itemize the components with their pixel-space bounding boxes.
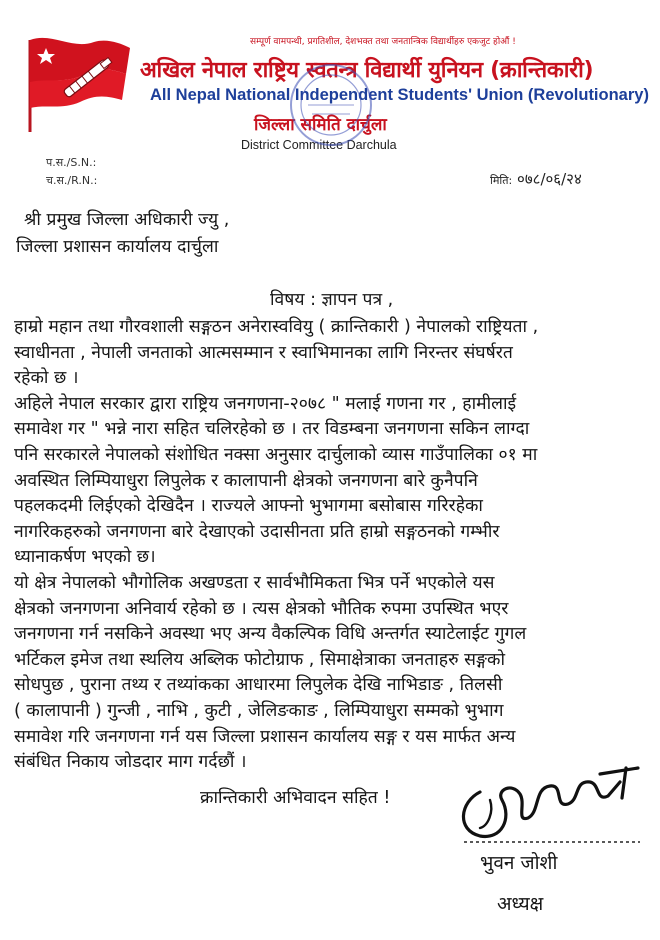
body-line: पनि सरकारले नेपालको संशोधित नक्सा अनुसार दार्चुलाको व्यास गाउँपालिका ०१ मा (14, 444, 538, 465)
letter-body (14, 315, 660, 776)
party-flag-icon (22, 34, 132, 134)
body-line: जनगणना गर्न नसकिने अवस्था भए अन्य वैकल्पिक विधि अन्तर्गत स्याटेलाईट गुगल (14, 624, 527, 645)
addressee-line-1: श्री प्रमुख जिल्ला अधिकारी ज्यु , (24, 210, 230, 230)
official-stamp-icon (288, 62, 374, 148)
letterhead-tagline: सम्पूर्ण वामपन्थी, प्रगतिशील, देशभक्त तथा जनतान्त्रिक विद्यार्थीहरु एकजुट होऔं ! (250, 37, 516, 47)
body-line: नागरिकहरुको जनगणना बारे देखाएको उदासीनता प्रति हाम्रो सङ्गठनको गम्भीर (14, 521, 500, 542)
organization-name-nepali: अखिल नेपाल राष्ट्रिय स्वतन्त्र विद्यार्थी युनियन (क्रान्तिकारी) (140, 58, 594, 83)
committee-name-english: District Committee Darchula (241, 138, 397, 152)
letterhead (0, 0, 660, 160)
body-line: भर्टिकल इमेज तथा स्थलिय अब्लिक फोटोग्राफ , सिमाक्षेत्राका जनताहरु सङ्गको (14, 649, 505, 670)
signatory-title: अध्यक्ष (497, 893, 544, 915)
serial-number-label: प.स./S.N.: (46, 156, 97, 169)
signatory-name: भुवन जोशी (480, 852, 558, 874)
body-line: हाम्रो महान तथा गौरवशाली सङ्गठन अनेरास्ववियु ( क्रान्तिकारी ) नेपालको राष्ट्रियता , (14, 317, 539, 337)
body-line: समावेश गरि जनगणना गर्न यस जिल्ला प्रशासन कार्यालय सङ्ग र यस मार्फत अन्य (14, 726, 516, 747)
body-line: क्षेत्रको जनगणना अनिवार्य रहेको छ । त्यस क्षेत्रको भौतिक रुपमा उपस्थित भएर (14, 598, 509, 619)
body-line: पहलकदमी लिईएको देखिदैन । राज्यले आफ्नो भुभागमा बसोबास गरिरहेका (14, 496, 483, 517)
body-line: अवस्थित लिम्पियाधुरा लिपुलेक र कालापानी क्षेत्रको जनगणना बारे कुनैपनि (14, 470, 478, 491)
closing-salutation: क्रान्तिकारी अभिवादन सहित ! (200, 788, 391, 808)
reference-number-label: च.स./R.N.: (46, 174, 98, 187)
organization-name-english: All Nepal National Independent Students' Union (Revolutionary) (150, 86, 649, 104)
body-line: यो क्षेत्र नेपालको भौगोलिक अखण्डता र सार्वभौमिकता भित्र पर्ने भएकोले यस (14, 572, 495, 593)
date-label: मिति: (490, 174, 513, 187)
body-line: ( कालापानी ) गुन्जी , नाभि , कुटी , जेलिङकाङ , लिम्पियाधुरा सम्मको भुभाग (14, 700, 504, 721)
body-line: ध्यानाकर्षण भएको छ। (14, 547, 156, 568)
body-line: संबंधित निकाय जोडदार माग गर्दछौं । (14, 752, 247, 773)
body-line: अहिले नेपाल सरकार द्वारा राष्ट्रिय जनगणना-२०७८ " मलाई गणना गर , हामीलाई (14, 393, 517, 414)
body-line: स्वाधीनता , नेपाली जनताको आत्मसम्मान र स्वाभिमानका लागि निरन्तर संघर्षरत (14, 342, 513, 363)
letter-date (490, 169, 582, 189)
body-line: सोधपुछ , पुराना तथ्य र तथ्यांकका आधारमा लिपुलेक देखि नाभिडाङ , तिलसी (14, 675, 503, 696)
letter-subject: विषय : ज्ञापन पत्र , (270, 290, 394, 310)
body-line: रहेको छ । (14, 368, 79, 389)
committee-name-nepali: जिल्ला समिति दार्चुला (254, 115, 387, 135)
handwritten-signature-icon (450, 752, 650, 847)
body-line: समावेश गर " भन्ने नारा सहित चलिरहेको छ । तर विडम्बना जनगणना सकिन लाग्दा (14, 419, 530, 440)
date-value: ०७८/०६/२४ (517, 170, 582, 188)
addressee-line-2: जिल्ला प्रशासन कार्यालय दार्चुला (16, 237, 219, 257)
